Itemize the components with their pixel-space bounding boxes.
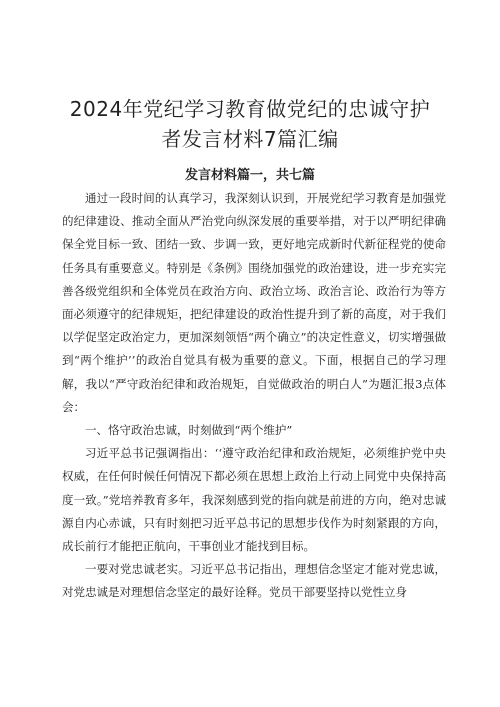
section-heading-1: 一、恪守政治忠诚，时刻做到“两个维护” [85,423,293,438]
paragraph-intro: 通过一段时间的认真学习，我深刻认识到，开展党纪学习教育是加强党的纪律建设、推动全面从严治党向纵深发展的重要举措，对于以严明纪律确保全党目标一致、团结一致、步调一致，更好地完成新时代新征程党的使命任务具有重要意义。特别是《条例》围绕加强党的政治建设，进一步充实完善各级党组织和全体党员在政治方向、政治立场、政治言论、政治行为等方面必须遵守的纪律规矩，把纪律建设的政治性提升到了新的高度，对于我们以学促坚定政治定力，更加深刻领悟“两个确立”的决定性意义，切实增强做到“两个维护’’的政治自觉具有极为重要的意义。下面，根据自己的学习理解，我以“严守政治纪律和政治规矩，自觉做政治的明白人”为题汇报3点体会： [62,191,446,414]
paragraph-quote: 习近平总书记强调指出：‘‘遵守政治纪律和政治规矩，必须维护党中央权威，在任何时候任何情况下都必须在思想上政治上行动上同党中央保持高度一致。”党培养教育多年，我深刻感到党的指向就是前进的方向，绝对忠诚源自内心赤诚，只有时刻把习近平总书记的思想步伐作为时刻紧跟的方向，成长前行才能把正航向，干事创业才能找到目标。 [62,446,446,554]
document-body [62,187,446,605]
paragraph-point-1: 一要对党忠诚老实。习近平总书记指出，理想信念坚定才能对党忠诚，对党忠诚是对理想信念坚定的最好诠释。党员干部要坚持以党性立身 [62,562,446,600]
document-subtitle: 发言材料篇一，共七篇 [184,168,315,183]
document-title: 2024年党纪学习教育做党纪的忠诚守护者发言材料7篇汇编 [69,97,431,151]
